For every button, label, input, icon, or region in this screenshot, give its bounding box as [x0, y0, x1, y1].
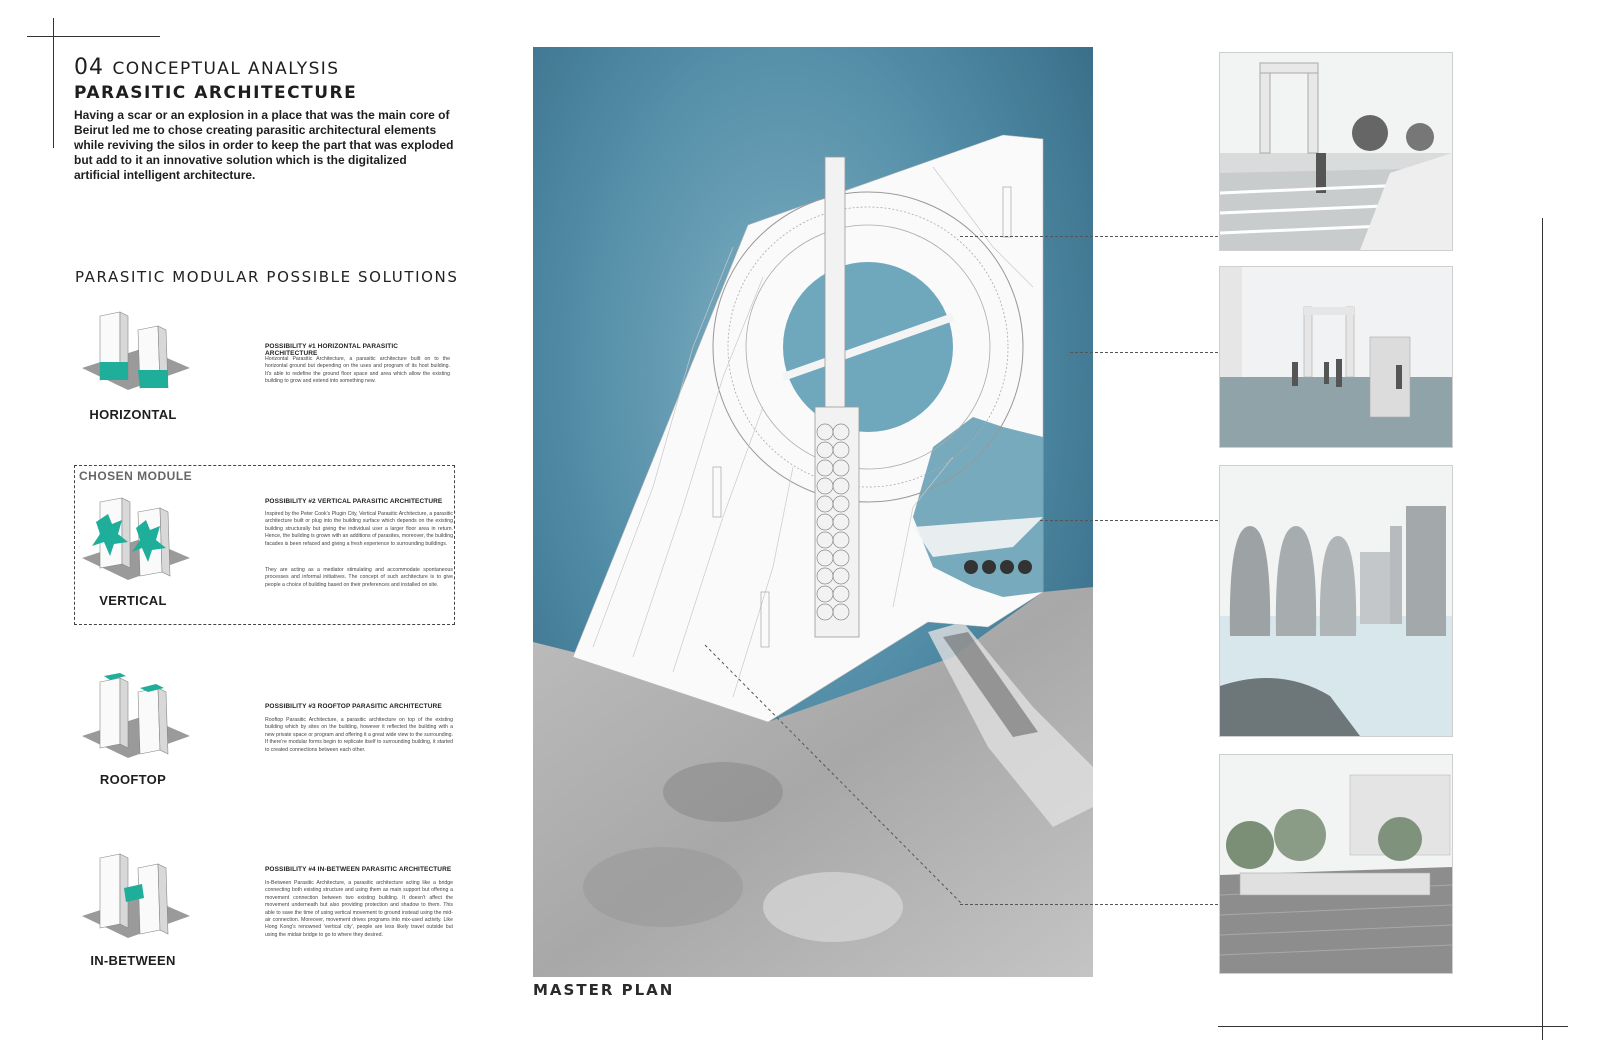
- horizontal-module-diagram: [78, 306, 196, 406]
- module-label-in-between: IN-BETWEEN: [90, 953, 176, 968]
- possibility-2-desc-2: They are acting as a mediator stimulating and accommodate spontaneous processes and informal initiatives. The concept of such architecture is to give people a choice of building based on their preferences and installed on site.: [265, 567, 453, 588]
- possibility-1-title: POSSIBILITY #1 HORIZONTAL PARASITIC ARCHITECTURE: [265, 343, 399, 357]
- solutions-heading: PARASITIC MODULAR POSSIBLE SOLUTIONS: [75, 268, 459, 286]
- callout-line-2: [1070, 352, 1218, 353]
- possibility-4-title: POSSIBILITY #4 IN-BETWEEN PARASITIC ARCHITECTURE: [265, 866, 452, 873]
- section-number: 04: [74, 55, 104, 80]
- vertical-module-diagram: [78, 492, 196, 592]
- master-plan-label: MASTER PLAN: [533, 981, 675, 999]
- frame-line-top-left-h: [27, 36, 160, 37]
- rendering-1-gate: [1219, 52, 1453, 251]
- callout-diagonal-1: [700, 640, 970, 910]
- section-header: [74, 55, 339, 80]
- section-name: CONCEPTUAL ANALYSIS: [112, 59, 340, 79]
- frame-line-top-left-v: [53, 18, 54, 148]
- callout-line-1: [960, 236, 1218, 237]
- in-between-module-diagram: [78, 852, 196, 952]
- possibility-1-desc: Horizontal Parasitic Architecture, a parasitic architecture built on to the horizontal ground but depending on the uses and program of its host building. It's able to redefine the ground floor space and area which allow the existing building to grow and extend into something new.: [265, 356, 450, 385]
- rendering-3-silos: [1219, 465, 1453, 737]
- module-label-vertical: VERTICAL: [99, 593, 167, 608]
- callout-line-4: [960, 904, 1218, 905]
- rendering-4-deck: [1219, 754, 1453, 974]
- intro-paragraph: Having a scar or an explosion in a place that was the main core of Beirut led me to chose creating parasitic architectural elements while reviving the silos in order to keep the part that was exploded but add to it an innovative solution which is the digitalized artificial intelligent architecture.: [74, 108, 454, 182]
- possibility-2-desc: Inspired by the Peter Cook's Plugin City, Vertical Parasitic Architecture, a parasitic architecture built or plug into the building surface which depends on the existing building structurally but giving the individual user a larger floor area in return. Hence, the building is grown with an additions of parasites, moreover, the building facades is been refaced and giving a fresh experience to surrounding buildings.: [265, 511, 453, 547]
- module-label-rooftop: ROOFTOP: [99, 772, 167, 787]
- frame-line-bottom-right-h: [1218, 1026, 1568, 1027]
- possibility-2-title: POSSIBILITY #2 VERTICAL PARASITIC ARCHITECTURE: [265, 498, 443, 505]
- rooftop-module-diagram: [78, 672, 196, 772]
- possibility-4-desc: In-Between Parasitic Architecture, a parasitic architecture acting like a bridge connecting both existing structure and using them as main support but offering a movement connection between two existing building. It doesn't affect the movement underneath but also providing protection and shadow to them. This able to save the time of using vertical movement to ground instead using the mid-air connection. Moreover, movement drives programs into mix-used activity. Like Hong Kong's renowned 'vertical city', people are less likely travel outside but using the midair bridge to go to where they desired.: [265, 880, 453, 938]
- callout-line-3: [1040, 520, 1218, 521]
- frame-line-bottom-right-v: [1542, 218, 1543, 1040]
- page-title: PARASITIC ARCHITECTURE: [74, 83, 358, 103]
- chosen-module-label: CHOSEN MODULE: [79, 469, 193, 483]
- possibility-3-desc: Rooftop Parasitic Architecture, a parasitic architecture on top of the existing building which by sites on the building, however it reflected the building with a new private space or program and offering it a great wide view to the surrounding. If there're modular forms begin to replicate itself to surrounding building, it started to created connections between each other.: [265, 717, 453, 753]
- module-label-horizontal: HORIZONTAL: [89, 407, 177, 422]
- possibility-3-title: POSSIBILITY #3 ROOFTOP PARASITIC ARCHITECTURE: [265, 703, 442, 710]
- rendering-2-plaza: [1219, 266, 1453, 448]
